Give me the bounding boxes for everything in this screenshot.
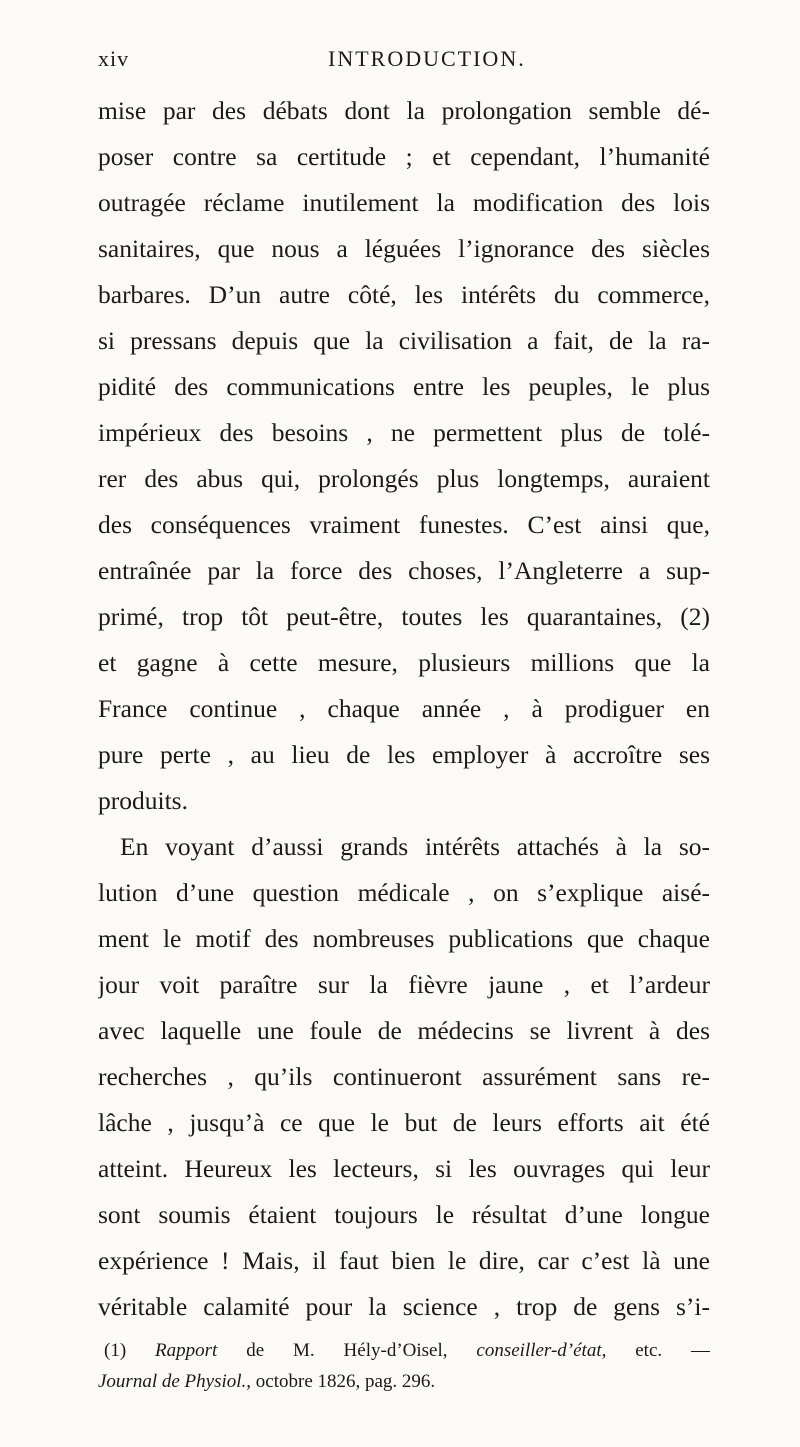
running-head xyxy=(98,46,710,76)
footnote xyxy=(98,1335,710,1397)
footnote-rapport: Rapport xyxy=(155,1340,218,1361)
text-line: lution d’une question médicale , on s’explique aisé- xyxy=(98,878,710,907)
footnote-marker: (1) xyxy=(104,1340,127,1361)
footnote-part2: etc. — xyxy=(635,1340,710,1361)
text-line: expérience ! Mais, il faut bien le dire, car c’est là une xyxy=(98,1246,710,1275)
text-line: véritable calamité pour la science , trop de gens s’i- xyxy=(98,1292,710,1321)
text-line: rer des abus qui, prolongés plus longtemps, auraient xyxy=(98,464,710,493)
text-line: France continue , chaque année , à prodiguer en xyxy=(98,694,710,723)
text-line: recherches , qu’ils continueront assurément sans re- xyxy=(98,1062,710,1091)
text-line: si pressans depuis que la civilisation a fait, de la ra- xyxy=(98,326,710,355)
text-line: lâche , jusqu’à ce que le but de leurs efforts ait été xyxy=(98,1108,710,1137)
text-line: pidité des communications entre les peuples, le plus xyxy=(98,372,710,401)
text-line: outragée réclame inutilement la modification des lois xyxy=(98,188,710,217)
page-number: xiv xyxy=(98,46,130,71)
text-line: pure perte , au lieu de les employer à accroître ses xyxy=(98,740,710,769)
text-line: primé, trop tôt peut-être, toutes les quarantaines, (2) xyxy=(98,602,710,631)
text-line: En voyant d’aussi grands intérêts attachés à la so- xyxy=(120,832,710,861)
running-title: INTRODUCTION. xyxy=(328,46,526,71)
text-line: ment le motif des nombreuses publications que chaque xyxy=(98,924,710,953)
text-line: sont soumis étaient toujours le résultat d’une longue xyxy=(98,1200,710,1229)
footnote-line xyxy=(98,1366,710,1397)
footnote-journal: Journal de Physiol., xyxy=(98,1371,252,1392)
text-line: jour voit paraître sur la fièvre jaune , et l’ardeur xyxy=(98,970,710,999)
text-line: barbares. D’un autre côté, les intérêts du commerce, xyxy=(98,280,710,309)
text-line: impérieux des besoins , ne permettent plus de tolé- xyxy=(98,418,710,447)
text-line: des conséquences vraiment funestes. C’est ainsi que, xyxy=(98,510,710,539)
text-line: mise par des débats dont la prolongation semble dé- xyxy=(98,96,710,125)
footnote-line xyxy=(98,1335,710,1366)
text-line: entraînée par la force des choses, l’Angleterre a sup- xyxy=(98,556,710,585)
text-line: sanitaires, que nous a léguées l’ignorance des siècles xyxy=(98,234,710,263)
text-line: et gagne à cette mesure, plusieurs millions que la xyxy=(98,648,710,677)
text-line: atteint. Heureux les lecteurs, si les ouvrages qui leur xyxy=(98,1154,710,1183)
text-line: produits. xyxy=(98,786,188,815)
footnote-conseiller: conseiller-d’état, xyxy=(476,1340,607,1361)
footnote-part1: de M. Hély-d’Oisel, xyxy=(246,1340,448,1361)
body-text xyxy=(98,88,710,1330)
text-line: avec laquelle une foule de médecins se livrent à des xyxy=(98,1016,710,1045)
text-line: poser contre sa certitude ; et cependant, l’humanité xyxy=(98,142,710,171)
footnote-part3: octobre 1826, pag. 296. xyxy=(255,1371,436,1392)
